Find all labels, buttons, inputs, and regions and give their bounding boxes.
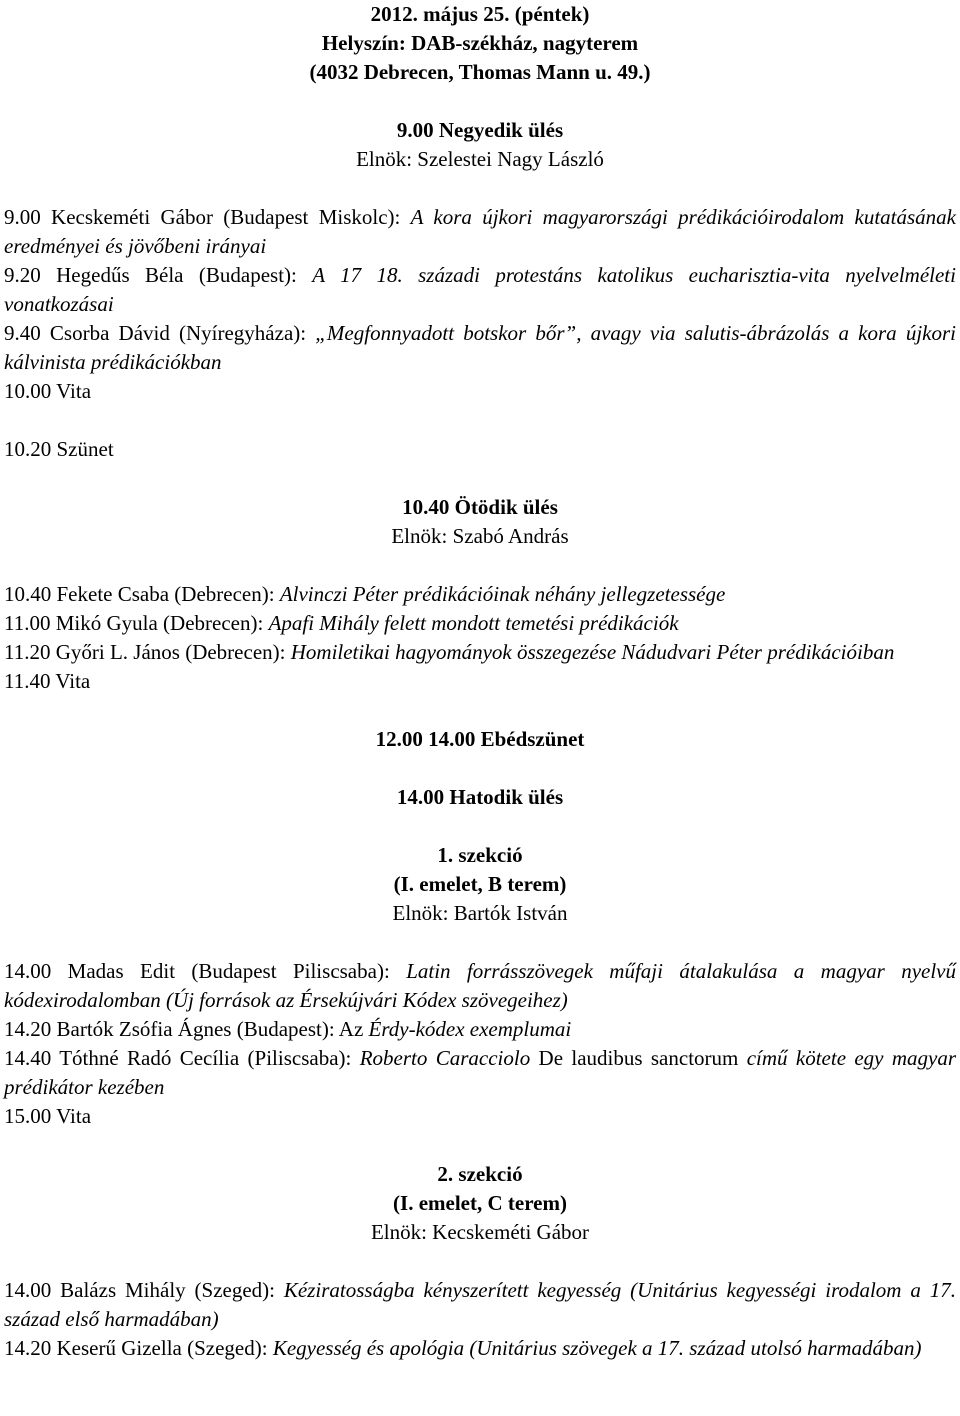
section-1-name: 1. szekció <box>437 843 523 867</box>
talk-entry: 14.40 Tóthné Radó Cecília (Piliscsaba): Roberto Caracciolo De laudibus sanctorum című kötete egy magyar prédikátor kezében <box>4 1046 957 1099</box>
talk-entry: 14.20 Bartók Zsófia Ágnes (Budapest): Az Érdy-kódex exemplumai <box>4 1017 572 1041</box>
session-6-title: 14.00 Hatodik ülés <box>396 785 564 809</box>
talk-entry: 14.00 Madas Edit (Budapest Piliscsaba): Latin forrásszövegek műfaji átalakulása a magyar nyelvű kódexirodalomban (Új források az Érsekújvári Kódex szövegeihez) <box>4 959 957 1012</box>
talk-entry: 9.20 Hegedűs Béla (Budapest): A 17 18. századi protestáns katolikus eucharisztia-vita nyelvelméleti vonatkozásai <box>4 263 956 316</box>
session-5-title: 10.40 Ötödik ülés <box>402 495 558 519</box>
talk-entry: 14.00 Balázs Mihály (Szeged): Kéziratosságba kényszerített kegyesség (Unitárius kegyességi irodalom a 17. század első harmadában) <box>4 1278 956 1331</box>
discussion-entry: 15.00 Vita <box>4 1104 92 1128</box>
discussion-entry: 10.00 Vita <box>4 379 92 403</box>
break-entry: 10.20 Szünet <box>4 437 114 461</box>
lunch-break: 12.00 14.00 Ebédszünet <box>375 727 585 751</box>
section-2-room: (I. emelet, C terem) <box>393 1191 567 1215</box>
session-4-chair: Elnök: Szelestei Nagy László <box>356 147 604 171</box>
talk-entry: 10.40 Fekete Csaba (Debrecen): Alvinczi Péter prédikációinak néhány jellegzetessége <box>4 582 726 606</box>
program-page <box>4 0 956 1363</box>
section-1-room: (I. emelet, B terem) <box>393 872 567 896</box>
talk-entry: 11.00 Mikó Gyula (Debrecen): Apafi Mihály felett mondott temetési prédikációk <box>4 611 679 635</box>
section-2-name: 2. szekció <box>437 1162 523 1186</box>
event-venue: Helyszín: DAB-székház, nagyterem <box>321 31 639 55</box>
talk-entry: 9.00 Kecskeméti Gábor (Budapest Miskolc): A kora újkori magyarországi prédikációirodalom kutatásának eredményei és jövőbeni irányai <box>4 205 956 258</box>
session-5-chair: Elnök: Szabó András <box>391 524 569 548</box>
event-date: 2012. május 25. (péntek) <box>370 2 590 26</box>
session-4-title: 9.00 Negyedik ülés <box>396 118 564 142</box>
section-1-chair: Elnök: Bartók István <box>392 901 568 925</box>
talk-entry: 9.40 Csorba Dávid (Nyíregyháza): „Megfonnyadott botskor bőr”, avagy via salutis-ábrázolás a kora újkori kálvinista prédikációkban <box>4 321 956 374</box>
section-2-chair: Elnök: Kecskeméti Gábor <box>370 1220 590 1244</box>
discussion-entry: 11.40 Vita <box>4 669 91 693</box>
talk-entry: 14.20 Keserű Gizella (Szeged): Kegyesség és apológia (Unitárius szövegek a 17. század utolsó harmadában) <box>4 1336 922 1360</box>
event-address: (4032 Debrecen, Thomas Mann u. 49.) <box>309 60 651 84</box>
talk-entry: 11.20 Győri L. János (Debrecen): Homiletikai hagyományok összegezése Nádudvari Péter prédikációiban <box>4 640 895 664</box>
